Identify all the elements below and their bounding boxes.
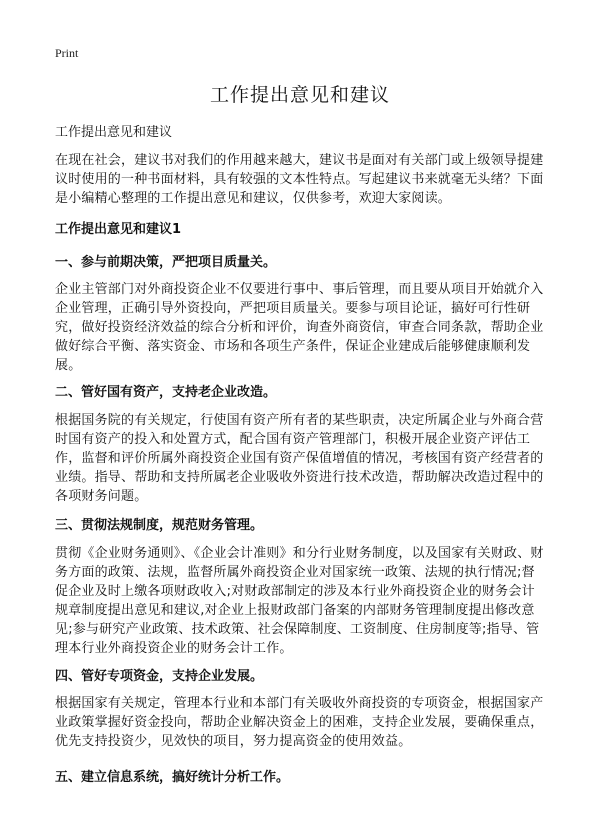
section-body-3: 贯彻《企业财务通则》、《企业会计准则》和分行业财务制度，以及国家有关财政、财务方面的政策、法规，监督所属外商投资企业对国家统一政策、法规的执行情况;督促企业及时上缴各项财政收入;对财政部制定的涉及本行业外商投资企业的财务会计规章制度提出意见和建议,对企业上报财政部门备案的内部财务管理制度提出修改意见;参与研究产业政策、技术政策、社会保障制度、工资制度、住房制度等;指导、管理本行业外商投资企业的财务会计工作。 (55, 546, 544, 656)
print-link[interactable]: Print (55, 46, 79, 60)
section-heading-1: 一、参与前期决策，严把项目质量关。 (55, 255, 277, 270)
section-body-2: 根据国务院的有关规定，行使国有资产所有者的某些职责，决定所属企业与外商合营时国有资产的投入和处置方式，配合国有资产管理部门，积极开展企业资产评估工作，监督和评价所属外商投资企业国有资产保值增值的情况，考核国有资产经营者的业绩。指导、帮助和支持所属老企业吸收外资进行技术改造，帮助解决改造过程中的各项财务问题。 (55, 413, 544, 504)
section-body-1: 企业主管部门对外商投资企业不仅要进行事中、事后管理，而且要从项目开始就介入企业管理，正确引导外资投向，严把项目质量关。要参与项目论证，搞好可行性研究，做好投资经济效益的综合分析和评价，询查外商资信，审查合同条款，帮助企业做好综合平衡、落实资金、市场和各项生产条件，保证企业建成后能够健康顺利发展。 (55, 282, 544, 373)
section-body-4: 根据国家有关规定，管理本行业和本部门有关吸收外商投资的专项资金，根据国家产业政策掌握好资金投向，帮助企业解决资金上的困难，支持企业发展，要确保重点，优先支持投资少，见效快的项目，努力提高资金的使用效益。 (55, 696, 544, 749)
document-subtitle: 工作提出意见和建议 (55, 125, 173, 140)
intro-paragraph: 在现在社会，建议书对我们的作用越来越大，建议书是面对有关部门或上级领导提建议时使用的一种书面材料，具有较强的文本性特点。写起建议书来就毫无头绪？下面是小编精心整理的工作提出意见和建议，仅供参考，欢迎大家阅读。 (55, 153, 544, 206)
section-heading-3: 三、贯彻法规制度，规范财务管理。 (55, 518, 264, 533)
document-title: 工作提出意见和建议 (209, 84, 390, 106)
section-heading-4: 四、管好专项资金，支持企业发展。 (55, 669, 264, 684)
section-title: 工作提出意见和建议1 (55, 222, 182, 237)
section-heading-2: 二、管好国有资产，支持老企业改造。 (55, 385, 277, 400)
section-heading-5: 五、建立信息系统，搞好统计分析工作。 (55, 770, 290, 785)
